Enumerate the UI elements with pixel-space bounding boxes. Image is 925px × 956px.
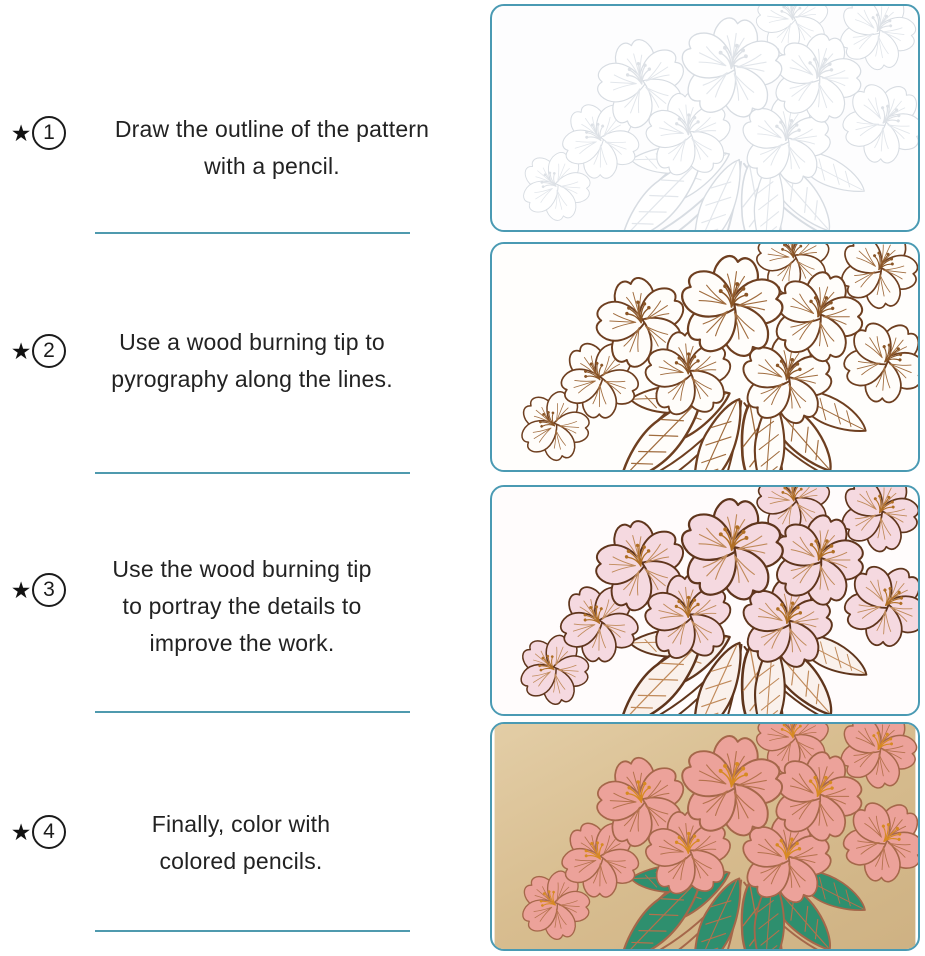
step-instruction <box>62 324 442 398</box>
step-number-badge: 2 <box>32 334 66 368</box>
step-number-badge: 3 <box>32 573 66 607</box>
star-icon: ★ <box>10 819 32 845</box>
flower-colored-illustration <box>492 724 918 949</box>
step-instruction <box>51 806 431 880</box>
step-number-badge: 1 <box>32 116 66 150</box>
step-number-badge: 4 <box>32 815 66 849</box>
instruction-line: with a pencil. <box>204 153 340 179</box>
step1-pencil-sketch-image <box>490 4 920 232</box>
step4-colored-artwork-image <box>490 722 920 951</box>
step3-pyrography-detail-image <box>490 485 920 716</box>
instruction-line: to portray the details to <box>122 593 362 619</box>
step-instruction <box>82 111 462 185</box>
step-instruction <box>52 551 432 662</box>
flower-burned-outline-illustration <box>492 244 918 470</box>
instruction-line: improve the work. <box>149 630 335 656</box>
instruction-line: Use a wood burning tip to <box>119 329 385 355</box>
star-icon: ★ <box>10 577 32 603</box>
star-icon: ★ <box>10 120 32 146</box>
step-divider <box>95 930 410 932</box>
step-divider <box>95 711 410 713</box>
instruction-line: Finally, color with <box>151 811 331 837</box>
instruction-line: Draw the outline of the pattern <box>114 116 430 142</box>
flower-sketch-illustration <box>492 6 918 230</box>
step-divider <box>95 472 410 474</box>
step-divider <box>95 232 410 234</box>
instruction-line: pyrography along the lines. <box>111 366 393 392</box>
star-icon: ★ <box>10 338 32 364</box>
instruction-line: colored pencils. <box>159 848 323 874</box>
instruction-line: Use the wood burning tip <box>112 556 372 582</box>
flower-detailed-illustration <box>492 487 918 714</box>
step2-pyrography-outline-image <box>490 242 920 472</box>
